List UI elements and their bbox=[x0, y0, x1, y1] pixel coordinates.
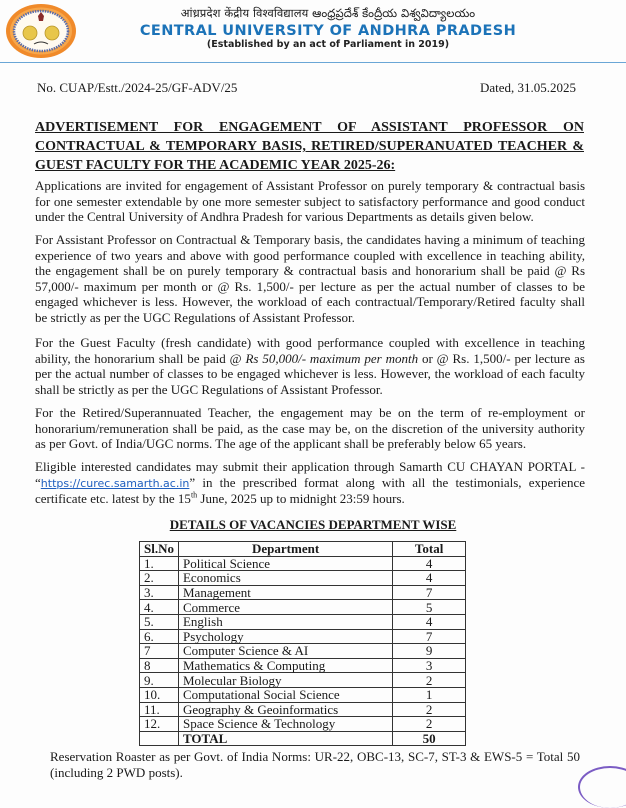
cell-department: Space Science & Technology bbox=[178, 717, 392, 732]
letterhead-divider bbox=[0, 62, 626, 63]
reference-number: No. CUAP/Estt./2024-25/GF-ADV/25 bbox=[37, 80, 238, 95]
table-row bbox=[140, 702, 466, 717]
portal-link[interactable]: https://curec.samarth.ac.in bbox=[40, 476, 190, 490]
advertisement-title: ADVERTISEMENT FOR ENGAGEMENT OF ASSISTANT PROFESSOR ON CONTRACTUAL & TEMPORARY BASIS, RETIRED/SUPERANUATED TEACHER & GUEST FACULTY FOR THE ACADEMIC YEAR 2025-26: bbox=[35, 120, 584, 173]
cell-sl-no: 12. bbox=[140, 717, 179, 732]
cell-total: 1 bbox=[393, 687, 466, 702]
cell-total: 4 bbox=[393, 571, 466, 586]
cell-total: 2 bbox=[393, 673, 466, 688]
cell-total: 50 bbox=[393, 731, 466, 746]
table-row bbox=[140, 687, 466, 702]
cell-total: 2 bbox=[393, 717, 466, 732]
cell-department: Commerce bbox=[178, 600, 392, 615]
university-emblem-icon bbox=[4, 2, 78, 60]
header-department: Department bbox=[178, 542, 392, 557]
cell-department: Geography & Geoinformatics bbox=[178, 702, 392, 717]
table-row bbox=[140, 556, 466, 571]
cell-total: 7 bbox=[393, 585, 466, 600]
cell-sl-no: 7 bbox=[140, 644, 179, 659]
paragraph-retired: For the Retired/Superannuated Teacher, the engagement may be on the term of re-employment or honorarium/remuneration shall be paid, as the case may be, on the discretion of the university authority as per Govt. of India/UGC norms. The age of the applicant shall be preferably below 65 years. bbox=[35, 405, 585, 452]
p5-text-b: ” in the prescribed format along with all the testimonials, experience certificate etc. latest by the 15 bbox=[35, 474, 585, 507]
letterhead bbox=[0, 0, 626, 62]
paragraph-application bbox=[35, 459, 585, 507]
p3-text-b: or @ Rs. 1,500/- per lecture as per the actual number of classes to be engaged whichever is less. However, the workload of each faculty shall be strictly as per the UGC Regulations of Assistant Professor. bbox=[35, 350, 585, 397]
cell-department: Computational Social Science bbox=[178, 687, 392, 702]
table-row bbox=[140, 673, 466, 688]
table-total-row bbox=[140, 731, 466, 746]
table-row bbox=[140, 571, 466, 586]
table-row bbox=[140, 644, 466, 659]
header-sl-no: Sl.No bbox=[140, 542, 179, 557]
reservation-note: Reservation Roaster as per Govt. of India Norms: UR-22, OBC-13, SC-7, ST-3 & EWS-5 = Total 50 (including 2 PWD posts). bbox=[50, 749, 580, 780]
vacancies-title: DETAILS OF VACANCIES DEPARTMENT WISE bbox=[169, 517, 457, 532]
cell-department: Economics bbox=[178, 571, 392, 586]
cell-sl-no: 3. bbox=[140, 585, 179, 600]
table-header-row bbox=[140, 542, 466, 557]
document-date: Dated, 31.05.2025 bbox=[479, 80, 576, 95]
cell-sl-no: 6. bbox=[140, 629, 179, 644]
official-seal-icon bbox=[578, 766, 626, 808]
cell-department: Political Science bbox=[178, 556, 392, 571]
cell-sl-no: 5. bbox=[140, 614, 179, 629]
cell-sl-no bbox=[140, 731, 179, 746]
university-name: CENTRAL UNIVERSITY OF ANDHRA PRADESH bbox=[139, 23, 517, 39]
p3-text-a: For the Guest Faculty (fresh candidate) with good performance coupled with excellence in teaching ability, the honorarium shall be paid @ bbox=[35, 335, 585, 366]
cell-department: TOTAL bbox=[178, 731, 392, 746]
cell-department: Molecular Biology bbox=[178, 673, 392, 688]
cell-total: 9 bbox=[393, 644, 466, 659]
table-row bbox=[140, 629, 466, 644]
cell-sl-no: 8 bbox=[140, 658, 179, 673]
cell-total: 4 bbox=[393, 556, 466, 571]
table-row bbox=[140, 585, 466, 600]
cell-total: 3 bbox=[393, 658, 466, 673]
table-row bbox=[140, 717, 466, 732]
cell-department: Mathematics & Computing bbox=[178, 658, 392, 673]
cell-sl-no: 1. bbox=[140, 556, 179, 571]
paragraph-guest-faculty bbox=[35, 335, 585, 397]
university-name-regional: आंध्रप्रदेश केंद्रीय विश्वविद्यालय ఆంధ్రప్రదేశ్ కేంద్రీయ విశ్వవిద్యాలయం bbox=[180, 6, 476, 20]
header-total: Total bbox=[393, 542, 466, 557]
cell-total: 4 bbox=[393, 614, 466, 629]
p5-ordinal: th bbox=[190, 490, 198, 500]
cell-department: Management bbox=[178, 585, 392, 600]
paragraph-contractual: For Assistant Professor on Contractual & Temporary basis, the candidates having a minimum of teaching experience of two years and above with good performance coupled with excellence in teaching ability, the engagement shall be on purely temporary & contractual basis and honorarium shall be paid @ Rs 57,000/- maximum per month or @ Rs. 1,500/- per lecture as per the actual number of classes to be engaged whichever is less. However, the workload of each contractual/Temporary/Retired faculty shall be strictly as per the UGC Regulations of Assistant Professor. bbox=[35, 232, 585, 325]
table-row bbox=[140, 600, 466, 615]
established-note: (Established by an act of Parliament in 2019) bbox=[206, 39, 450, 50]
vacancies-table bbox=[139, 541, 466, 746]
p5-text-c: June, 2025 up to midnight 23:59 hours. bbox=[197, 491, 405, 507]
cell-department: English bbox=[178, 614, 392, 629]
cell-department: Computer Science & AI bbox=[178, 644, 392, 659]
table-row bbox=[140, 658, 466, 673]
paragraph-introduction: Applications are invited for engagement of Assistant Professor on purely temporary & contractual basis for one semester extendable by one more semester subject to satisfactory performance and good conduct under the Central University of Andhra Pradesh for various Departments as details given below. bbox=[35, 178, 585, 225]
cell-department: Psychology bbox=[178, 629, 392, 644]
cell-sl-no: 10. bbox=[140, 687, 179, 702]
p3-honorarium-italic: Rs 50,000/- maximum per month bbox=[245, 350, 419, 366]
cell-total: 5 bbox=[393, 600, 466, 615]
p5-text-a: Eligible interested candidates may submit their application through Samarth CU CHAYAN PORTAL - “ bbox=[35, 459, 585, 490]
table-row bbox=[140, 614, 466, 629]
cell-sl-no: 11. bbox=[140, 702, 179, 717]
cell-total: 7 bbox=[393, 629, 466, 644]
cell-sl-no: 4. bbox=[140, 600, 179, 615]
cell-sl-no: 2. bbox=[140, 571, 179, 586]
cell-total: 2 bbox=[393, 702, 466, 717]
cell-sl-no: 9. bbox=[140, 673, 179, 688]
